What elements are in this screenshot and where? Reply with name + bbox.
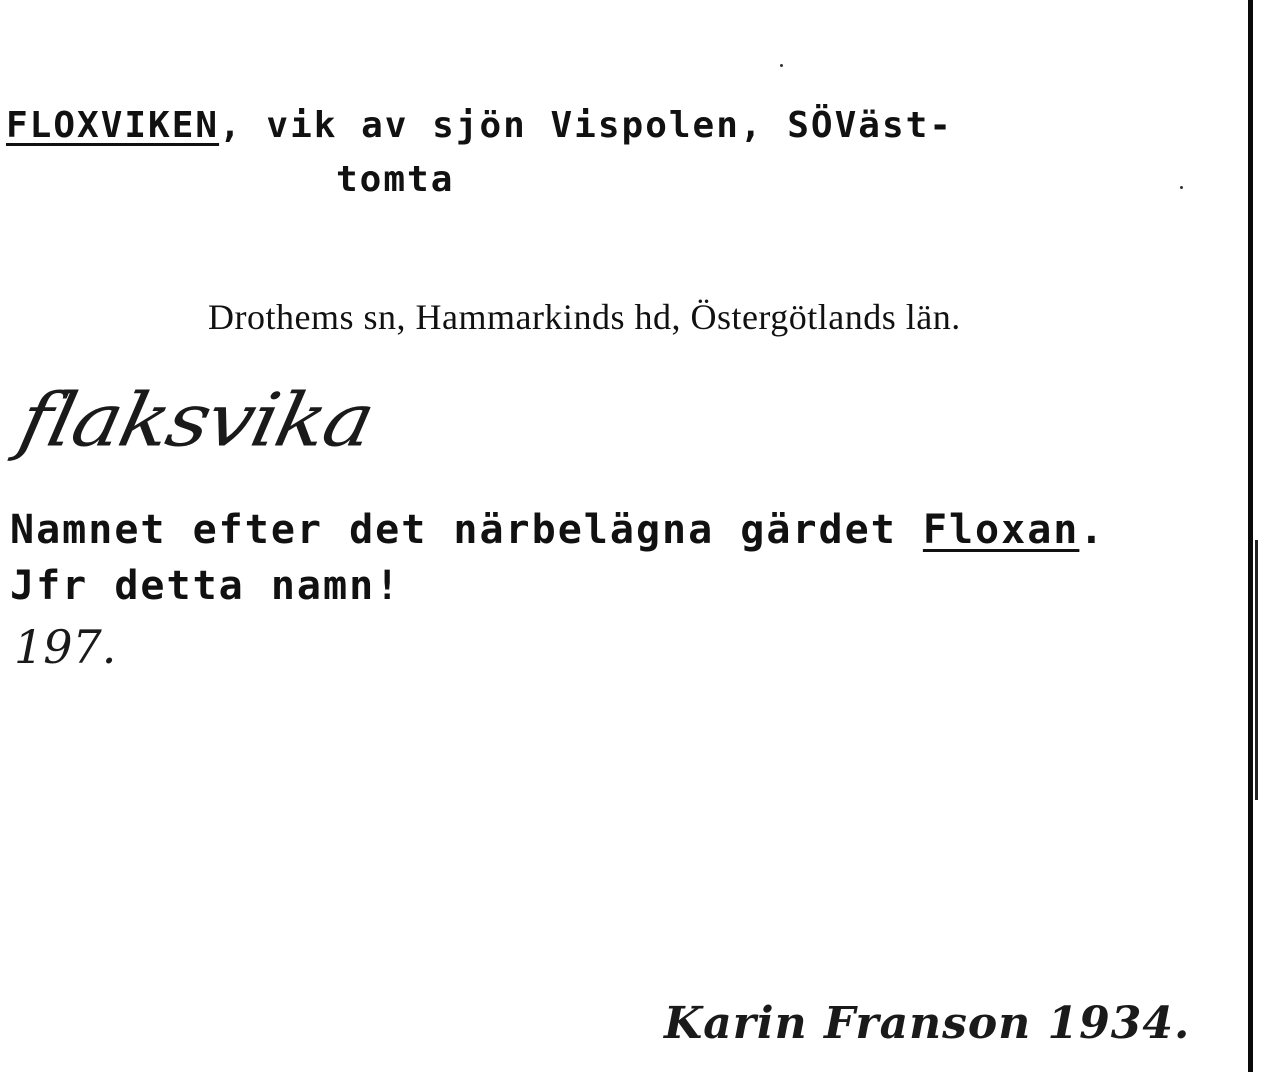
handwritten-card-number: 197.: [14, 620, 117, 674]
note-reference-word: Floxan: [922, 507, 1080, 553]
description-line-1: , vik av sjön Vispolen, SÖVäst-: [219, 105, 953, 146]
headword: FLOXVIKEN: [6, 105, 220, 146]
note-line-2: Jfr detta namn!: [10, 563, 402, 609]
card-right-edge: [1248, 0, 1253, 1072]
description-line-2: tomta: [336, 159, 455, 200]
note-line-1: [10, 507, 1106, 553]
paper-speck: [1180, 186, 1183, 189]
note-line-1-end: .: [1079, 507, 1106, 553]
card-edge-shadow: [1255, 540, 1258, 800]
paper-speck: [780, 64, 783, 67]
note-line-1-text: Namnet efter det närbelägna gärdet: [10, 507, 923, 553]
heading-line: [6, 105, 953, 146]
handwritten-dialect-form: flaksvika: [11, 378, 381, 464]
handwritten-signature: Karin Franson 1934.: [664, 998, 1191, 1049]
location-line: Drothems sn, Hammarkinds hd, Östergötlands län.: [208, 297, 961, 337]
